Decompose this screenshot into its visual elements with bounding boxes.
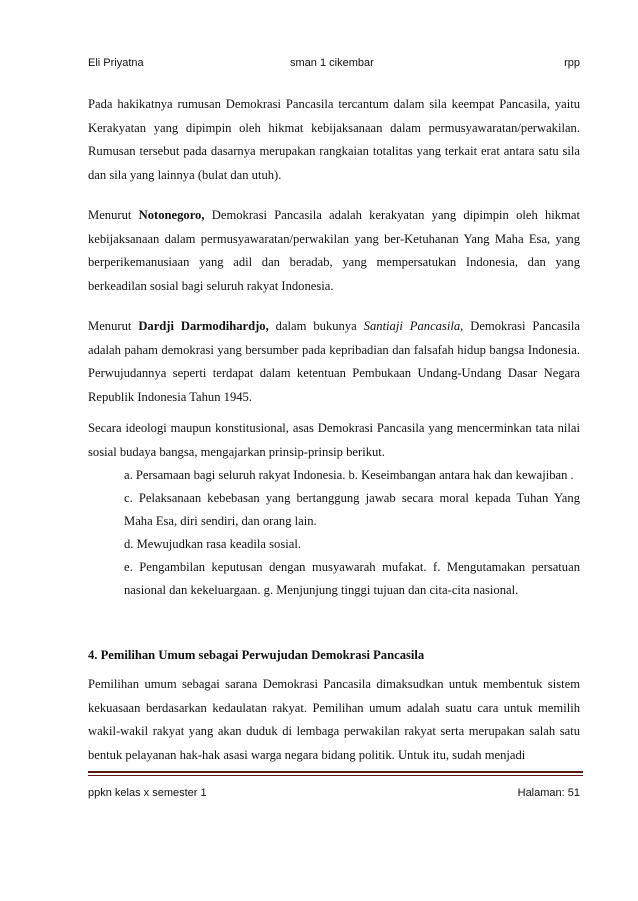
paragraph-darmodihardjo-prefix: Menurut — [88, 319, 139, 333]
paragraph-notonegoro-prefix: Menurut — [88, 208, 139, 222]
list-item: c. Pelaksanaan kebebasan yang bertanggung jawab secara moral kepada Tuhan Yang Maha Esa, diri sendiri, dan orang lain. — [124, 491, 580, 528]
list-item: d. Mewujudkan rasa keadila sosial. — [124, 537, 301, 551]
footer-divider-thin — [88, 775, 583, 776]
header-school: sman 1 cikembar — [290, 57, 374, 69]
section-heading: 4. Pemilihan Umum sebagai Perwujudan Demokrasi Pancasila — [88, 648, 425, 662]
header-doc-type: rpp — [564, 57, 580, 69]
document-body — [88, 93, 580, 767]
principles-list — [88, 464, 580, 602]
paragraph-asas-demokrasi: Secara ideologi maupun konstitusional, asas Demokrasi Pancasila yang mencerminkan tata nilai sosial budaya bangsa, mengajarkan prinsip-prinsip berikut. — [88, 421, 580, 459]
footer-course: ppkn kelas x semester 1 — [88, 787, 207, 799]
paragraph-darmodihardjo-mid: dalam bukunya — [268, 319, 364, 333]
book-title: Santiaji Pancasila, — [363, 319, 464, 333]
header-author: Eli Priyatna — [88, 57, 144, 69]
author-notonegoro: Notonegoro, — [138, 208, 205, 222]
paragraph-darmodihardjo — [88, 315, 580, 409]
list-item: e. Pengambilan keputusan dengan musyawarah mufakat. f. Mengutamakan persatuan nasional dan kekeluargaan. g. Menjunjung tinggi tujuan dan cita-cita nasional. — [124, 560, 580, 597]
paragraph-notonegoro — [88, 204, 580, 298]
paragraph-darmodihardjo-text: Demokrasi Pancasila adalah paham demokrasi yang bersumber pada kepribadian dan falsafah hidup bangsa Indonesia. Perwujudannya seperti terdapat dalam ketentuan Pembukaan Undang-Undang Dasar Negara Republik Indonesia Tahun 1945. — [88, 319, 580, 404]
list-item: a. Persamaan bagi seluruh rakyat Indonesia. b. Keseimbangan antara hak dan kewajiban . — [124, 468, 574, 482]
paragraph-pemilihan-umum: Pemilihan umum sebagai sarana Demokrasi Pancasila dimaksudkan untuk membentuk sistem kekuasaan berdasarkan kedaulatan rakyat. Pemilihan umum adalah suatu cara untuk memilih wakil-wakil rakyat yang akan duduk di lembaga perwakilan rakyat serta merupakan salah satu bentuk pelayanan hak-hak asasi warga negara bidang politik. Untuk itu, sudah menjadi — [88, 677, 580, 762]
paragraph-notonegoro-text: Demokrasi Pancasila adalah kerakyatan yang dipimpin oleh hikmat kebijaksanaan dalam permusyawaratan/perwakilan yang ber-Ketuhanan Yang Maha Esa, yang berperikemanusiaan yang adil dan beradab, yang mempersatukan Indonesia, dan yang berkeadilan sosial bagi seluruh rakyat Indonesia. — [88, 208, 580, 293]
footer-divider — [88, 771, 583, 773]
paragraph-sila-keempat: Pada hakikatnya rumusan Demokrasi Pancasila tercantum dalam sila keempat Pancasila, yaitu Kerakyatan yang dipimpin oleh hikmat kebijaksanaan dalam permusyawaratan/perwakilan. Rumusan tersebut pada dasarnya merupakan rangkaian totalitas yang terkait erat antara satu sila dan sila yang lainnya (bulat dan utuh). — [88, 97, 580, 182]
footer-page-number: Halaman: 51 — [517, 787, 580, 799]
author-darmodihardjo: Dardji Darmodihardjo, — [138, 319, 269, 333]
